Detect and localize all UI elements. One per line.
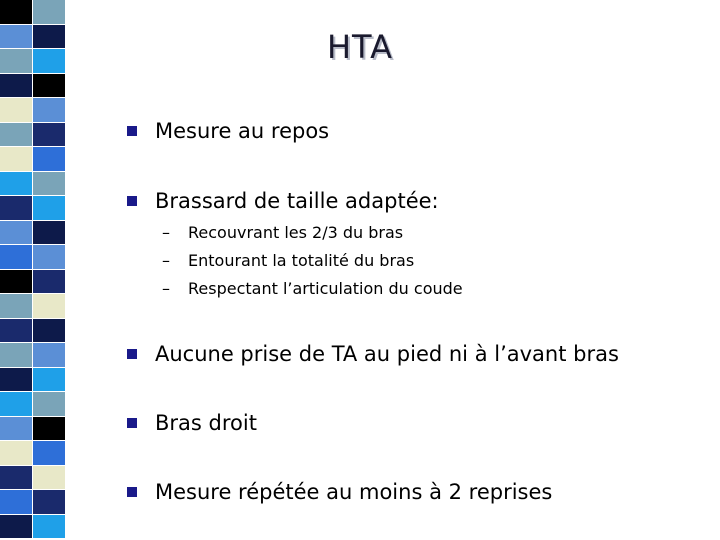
stripe-block [0,270,32,294]
stripe-block [33,98,65,122]
sub-bullet-text: Entourant la totalité du bras [188,251,415,270]
square-bullet-icon [127,349,137,359]
sub-bullet-text: Respectant l’articulation du coude [188,279,463,298]
stripe-block [0,123,32,147]
stripe-block [0,221,32,245]
bullet-item [127,119,329,143]
dash-bullet-icon: – [162,223,170,242]
stripe-block [0,319,32,343]
bullet-text: Aucune prise de TA au pied ni à l’avant bras [155,342,619,366]
stripe-block [0,515,32,539]
stripe-block [0,294,32,318]
stripe-block [33,147,65,171]
sub-bullet-item [162,251,414,270]
stripe-block [33,270,65,294]
bullet-item [127,342,619,366]
stripe-block [0,172,32,196]
stripe-block [0,245,32,269]
stripe-block [33,294,65,318]
stripe-block [33,466,65,490]
stripe-block [33,221,65,245]
sub-bullet-text: Recouvrant les 2/3 du bras [188,223,404,242]
slide-title: HTA [326,28,393,66]
bullet-item [127,189,439,213]
dash-bullet-icon: – [162,251,170,270]
stripe-block [33,515,65,539]
stripe-block [33,343,65,367]
stripe-block [0,98,32,122]
stripe-block [0,0,32,24]
stripe-block [0,490,32,514]
stripe-column-right [33,0,65,540]
stripe-block [0,74,32,98]
bullet-text: Brassard de taille adaptée: [155,189,439,213]
decorative-stripe [0,0,65,540]
dash-bullet-icon: – [162,279,170,298]
square-bullet-icon [127,487,137,497]
stripe-block [33,441,65,465]
stripe-block [33,417,65,441]
stripe-block [33,196,65,220]
bullet-text: Mesure répétée au moins à 2 reprises [155,480,553,504]
stripe-block [33,245,65,269]
stripe-block [0,392,32,416]
sub-bullet-item [162,279,463,298]
stripe-block [33,172,65,196]
square-bullet-icon [127,126,137,136]
stripe-block [33,490,65,514]
stripe-block [33,0,65,24]
stripe-block [33,74,65,98]
stripe-block [0,343,32,367]
stripe-block [0,147,32,171]
bullet-item [127,480,552,504]
stripe-block [33,368,65,392]
square-bullet-icon [127,196,137,206]
stripe-block [0,196,32,220]
stripe-block [33,392,65,416]
bullet-item [127,411,257,435]
bullet-text: Bras droit [155,411,257,435]
stripe-block [0,417,32,441]
stripe-block [33,319,65,343]
square-bullet-icon [127,418,137,428]
stripe-block [0,441,32,465]
stripe-block [0,368,32,392]
bullet-text: Mesure au repos [155,119,330,143]
stripe-block [0,466,32,490]
stripe-block [33,123,65,147]
stripe-column-left [0,0,32,540]
sub-bullet-item [162,223,403,242]
